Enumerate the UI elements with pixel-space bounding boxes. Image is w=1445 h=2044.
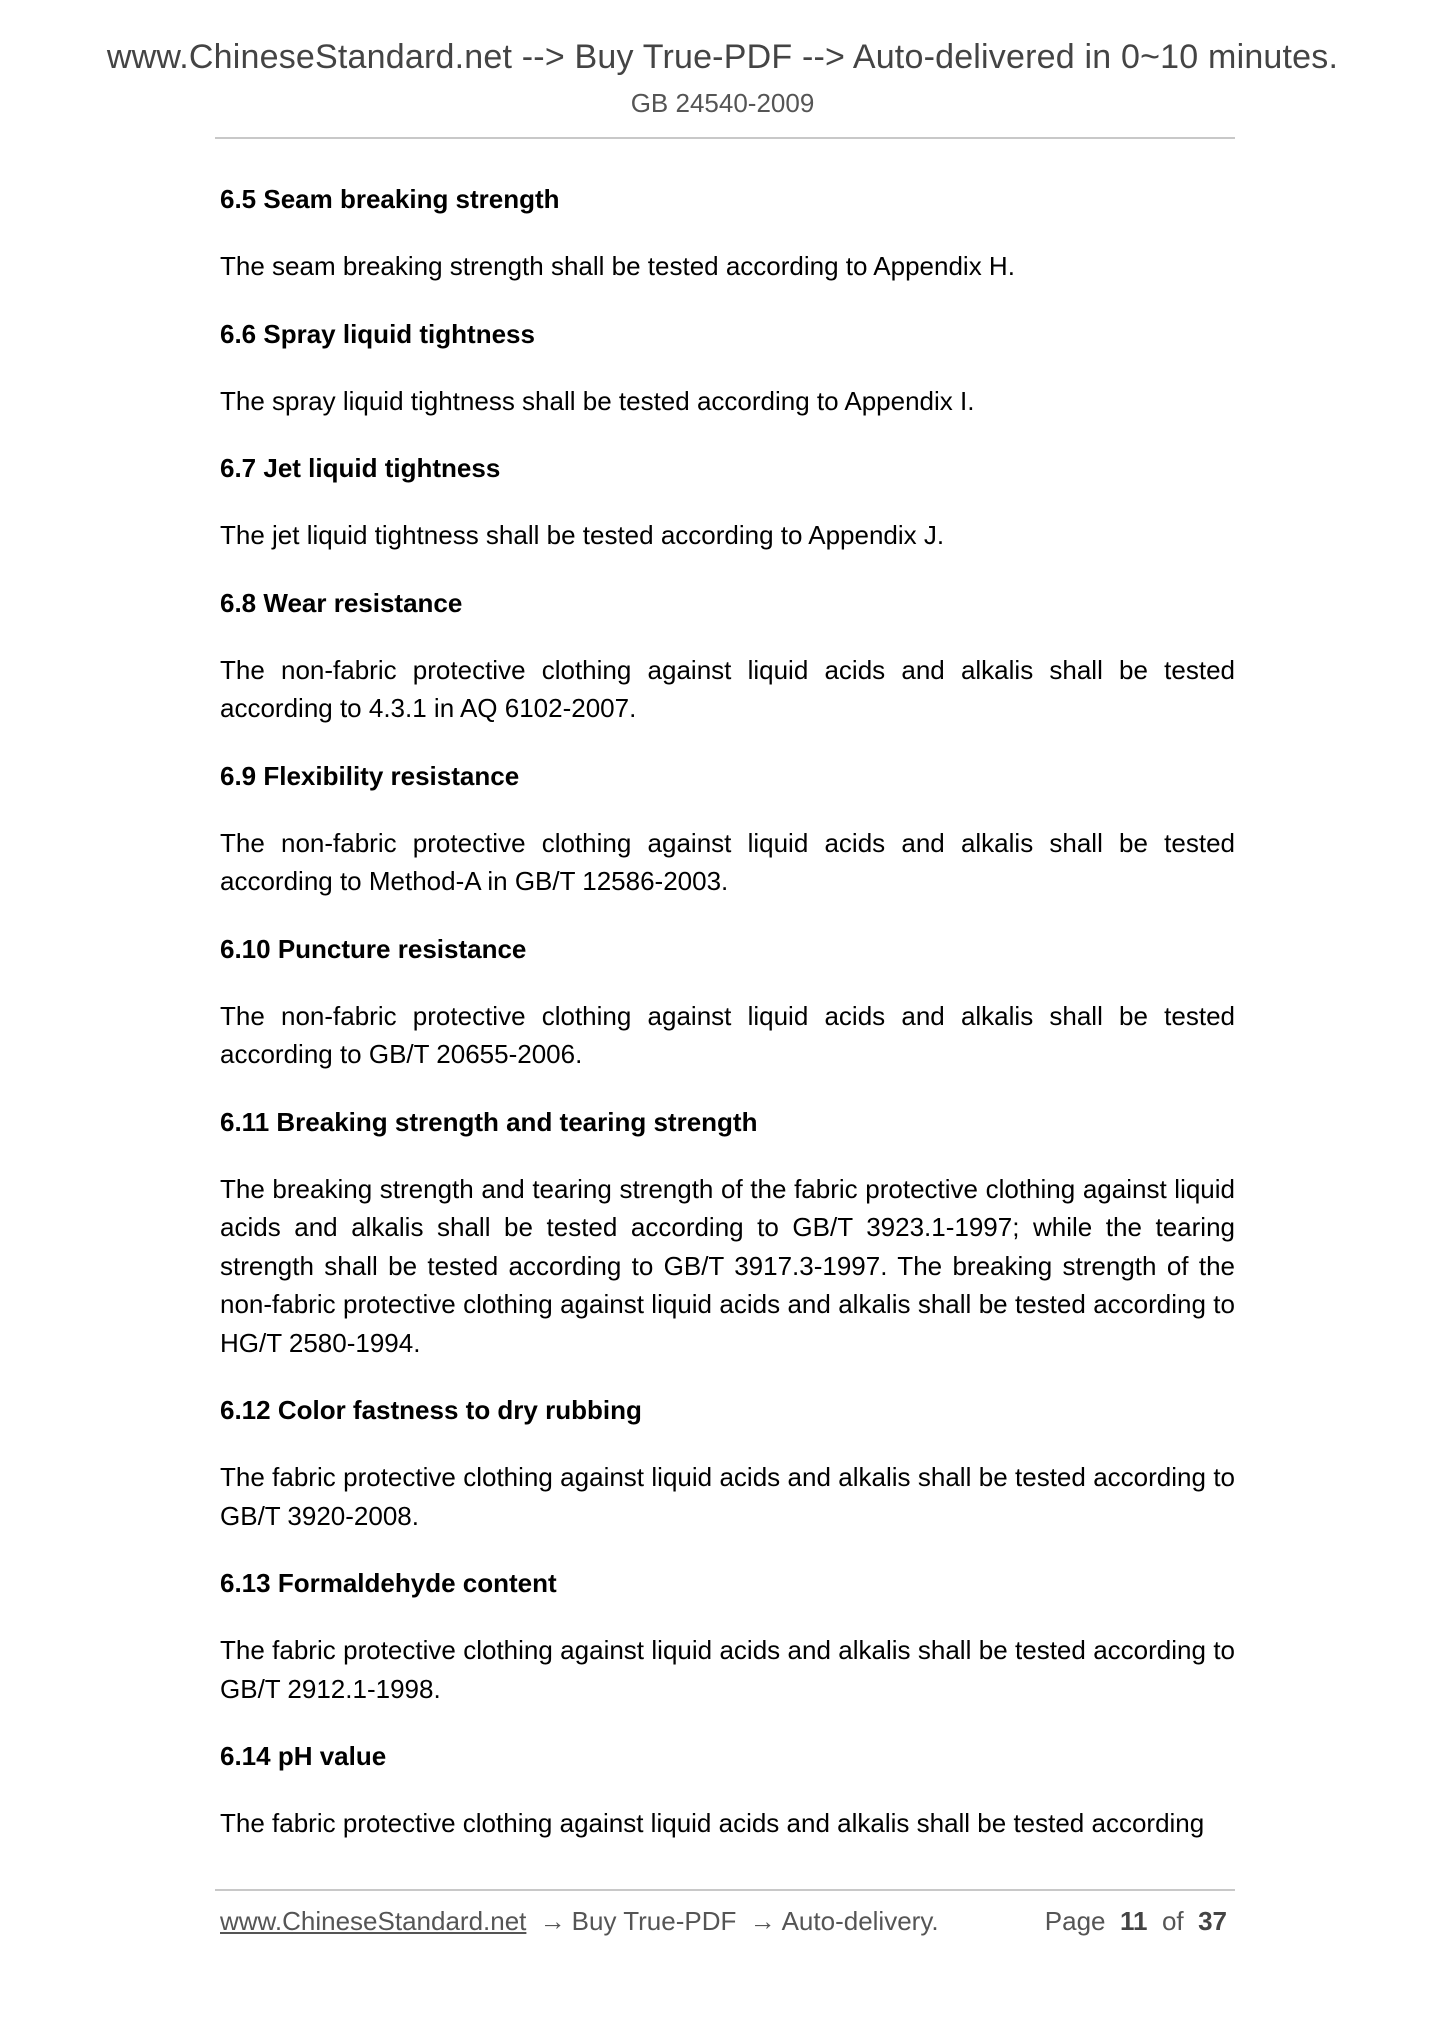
footer-site-link[interactable]: www.ChineseStandard.net bbox=[220, 1906, 527, 1936]
header-divider bbox=[215, 137, 1235, 139]
section-paragraph: The non-fabric protective clothing against liquid acids and alkalis shall be tested according to GB/T 20655-2006. bbox=[220, 1000, 1235, 1069]
section-6-5 bbox=[220, 180, 1235, 286]
section-6-12 bbox=[220, 1391, 1235, 1535]
section-6-7 bbox=[220, 449, 1235, 555]
section-paragraph: The seam breaking strength shall be tested according to Appendix H. bbox=[220, 251, 1015, 281]
footer-divider bbox=[215, 1889, 1235, 1891]
section-6-10 bbox=[220, 930, 1235, 1074]
section-heading: 6.10 Puncture resistance bbox=[220, 933, 527, 964]
footer-delivery-text: Auto-delivery. bbox=[781, 1906, 939, 1936]
page-total: 37 bbox=[1198, 1906, 1227, 1936]
page-label: Page bbox=[1044, 1906, 1106, 1936]
section-paragraph: The spray liquid tightness shall be tested according to Appendix I. bbox=[220, 385, 975, 416]
section-heading: 6.9 Flexibility resistance bbox=[220, 760, 520, 791]
section-heading: 6.6 Spray liquid tightness bbox=[220, 318, 535, 349]
of-label: of bbox=[1161, 1906, 1184, 1936]
arrow-right-icon: → bbox=[749, 1906, 776, 1936]
section-paragraph: The fabric protective clothing against liquid acids and alkalis shall be tested according to GB/T 3920-2008. bbox=[220, 1462, 1235, 1531]
section-6-6 bbox=[220, 315, 1235, 421]
section-6-9 bbox=[220, 757, 1235, 901]
document-body bbox=[220, 180, 1235, 1872]
header-banner: www.ChineseStandard.net --> Buy True-PDF --> Auto-delivered in 0~10 minutes. bbox=[106, 38, 1339, 76]
section-heading: 6.8 Wear resistance bbox=[220, 587, 463, 618]
section-6-11 bbox=[220, 1103, 1235, 1363]
footer-buy-text: Buy True-PDF bbox=[571, 1906, 737, 1936]
section-heading: 6.14 pH value bbox=[220, 1741, 387, 1771]
section-heading: 6.5 Seam breaking strength bbox=[220, 184, 560, 214]
section-heading: 6.11 Breaking strength and tearing strength bbox=[220, 1106, 758, 1137]
page-number: 11 bbox=[1119, 1906, 1148, 1936]
footer-promo bbox=[220, 1906, 939, 1937]
section-heading: 6.13 Formaldehyde content bbox=[220, 1568, 557, 1598]
arrow-right-icon: → bbox=[539, 1906, 566, 1936]
section-paragraph: The jet liquid tightness shall be tested according to Appendix J. bbox=[220, 520, 945, 550]
section-paragraph: The fabric protective clothing against liquid acids and alkalis shall be tested according bbox=[220, 1808, 1205, 1838]
page-indicator bbox=[1045, 1906, 1227, 1937]
document-code: GB 24540-2009 bbox=[630, 88, 815, 118]
section-paragraph: The non-fabric protective clothing against liquid acids and alkalis shall be tested according to 4.3.1 in AQ 6102-2007. bbox=[220, 654, 1235, 723]
section-paragraph: The breaking strength and tearing strength of the fabric protective clothing against liquid acids and alkalis shall be tested according to GB/T 3923.1-1997; while the tearing strength shall be tested according to GB/T 3917.3-1997. The breaking strength of the non-fabric protective clothing against liquid acids and alkalis shall be tested according to HG/T 2580-1994. bbox=[220, 1173, 1235, 1358]
section-6-14 bbox=[220, 1737, 1235, 1843]
section-heading: 6.7 Jet liquid tightness bbox=[220, 453, 501, 483]
section-6-8 bbox=[220, 584, 1235, 728]
section-paragraph: The non-fabric protective clothing against liquid acids and alkalis shall be tested according to Method-A in GB/T 12586-2003. bbox=[220, 827, 1235, 896]
section-heading: 6.12 Color fastness to dry rubbing bbox=[220, 1395, 642, 1425]
section-paragraph: The fabric protective clothing against liquid acids and alkalis shall be tested according to GB/T 2912.1-1998. bbox=[220, 1635, 1235, 1704]
section-6-13 bbox=[220, 1564, 1235, 1708]
